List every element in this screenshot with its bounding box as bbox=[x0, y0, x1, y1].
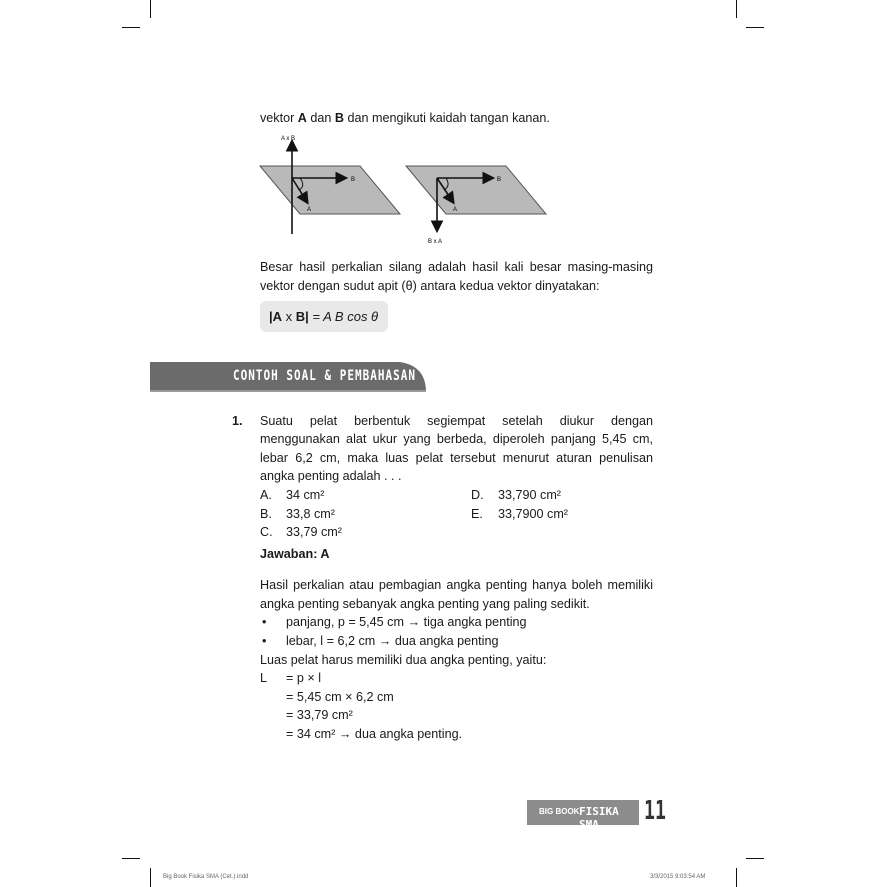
left-b-label: B bbox=[351, 177, 356, 183]
vector-a-bold: A bbox=[297, 111, 307, 125]
option-c-value: 33,79 cm² bbox=[286, 525, 342, 539]
option-b-key: B. bbox=[260, 507, 272, 521]
intro-text-c: dan mengikuti kaidah tangan kanan. bbox=[344, 111, 550, 125]
bullet-dot: • bbox=[262, 634, 267, 648]
badge-fisika-sma: FISIKA SMA bbox=[579, 805, 619, 831]
question-line-2: menggunakan alat ukur yang berbeda, diperoleh panjang 5,45 cm, bbox=[260, 432, 653, 446]
formula-rhs: = A B cos θ bbox=[308, 309, 379, 324]
crop-mark bbox=[736, 868, 737, 887]
calc-label: L bbox=[260, 671, 268, 685]
formula-box bbox=[260, 301, 388, 332]
calc-step-2: = 5,45 cm × 6,2 cm bbox=[286, 690, 394, 704]
question-line-3: lebar 6,2 cm, maka luas pelat tersebut menurut aturan penulisan bbox=[260, 451, 653, 465]
section-banner-title: CONTOH SOAL & PEMBAHASAN bbox=[233, 367, 416, 384]
option-e-value: 33,7900 cm² bbox=[498, 507, 569, 521]
intro-text-a: vektor bbox=[260, 111, 298, 125]
option-b-value: 33,8 cm² bbox=[286, 507, 335, 521]
formula-bar-close: | bbox=[305, 309, 309, 324]
formula-times: x bbox=[282, 309, 296, 324]
intro-line bbox=[260, 109, 550, 127]
explain-line-1: Besar hasil perkalian silang adalah hasil kali besar masing-masing bbox=[260, 260, 653, 274]
crop-mark bbox=[122, 858, 140, 859]
file-info-right: 3/3/2015 9:03:54 AM bbox=[650, 874, 706, 880]
formula-a: A bbox=[272, 309, 283, 324]
bullet-lebar: lebar, l = 6,2 cm → dua angka penting bbox=[286, 634, 499, 648]
file-info-left: Big Book Fisika SMA (Cet.).indd bbox=[163, 874, 249, 880]
crop-mark bbox=[736, 0, 737, 18]
question-number: 1. bbox=[232, 414, 243, 428]
right-bxa-label: B x A bbox=[428, 239, 443, 245]
book-badge bbox=[527, 800, 639, 831]
formula-bar-open: | bbox=[269, 309, 273, 324]
crop-mark bbox=[150, 868, 151, 887]
left-axb-label: A x B bbox=[281, 136, 296, 142]
right-a-label: A bbox=[453, 207, 458, 213]
solution-line-3: Luas pelat harus memiliki dua angka penting, yaitu: bbox=[260, 653, 547, 667]
calc-step-3: = 33,79 cm² bbox=[286, 708, 353, 722]
cross-product-diagram bbox=[250, 130, 560, 248]
explain-line-2: vektor dengan sudut apit (θ) antara kedua vektor dinyatakan: bbox=[260, 279, 600, 293]
bullet-panjang: panjang, p = 5,45 cm → tiga angka penting bbox=[286, 615, 527, 629]
answer-label: Jawaban: A bbox=[260, 547, 330, 561]
left-a-label: A bbox=[307, 207, 312, 213]
intro-text-b: dan bbox=[306, 111, 335, 125]
solution-line-1: Hasil perkalian atau pembagian angka penting hanya boleh memiliki bbox=[260, 578, 653, 592]
solution-line-2: angka penting sebanyak angka penting yang paling sedikit. bbox=[260, 597, 590, 611]
right-plane bbox=[406, 166, 546, 214]
page-number: 11 bbox=[644, 796, 666, 826]
right-b-label: B bbox=[497, 177, 502, 183]
calc-step-4: = 34 cm² → dua angka penting. bbox=[286, 727, 463, 741]
crop-mark bbox=[746, 27, 764, 28]
question-line-4: angka penting adalah . . . bbox=[260, 469, 402, 483]
question-line-1: Suatu pelat berbentuk segiempat setelah diukur dengan bbox=[260, 414, 653, 428]
bullet-dot: • bbox=[262, 615, 267, 629]
option-e-key: E. bbox=[471, 507, 483, 521]
option-d-key: D. bbox=[471, 488, 484, 502]
badge-big-book: BIG BOOK bbox=[539, 807, 580, 816]
option-d-value: 33,790 cm² bbox=[498, 488, 561, 502]
option-a-key: A. bbox=[260, 488, 272, 502]
crop-mark bbox=[122, 27, 140, 28]
vector-b-bold: B bbox=[334, 111, 345, 125]
calc-step-1: = p × l bbox=[286, 671, 322, 685]
crop-mark bbox=[150, 0, 151, 18]
formula-b: B bbox=[295, 309, 306, 324]
left-plane bbox=[260, 166, 400, 214]
crop-mark bbox=[746, 858, 764, 859]
option-a-value: 34 cm² bbox=[286, 488, 325, 502]
option-c-key: C. bbox=[260, 525, 273, 539]
